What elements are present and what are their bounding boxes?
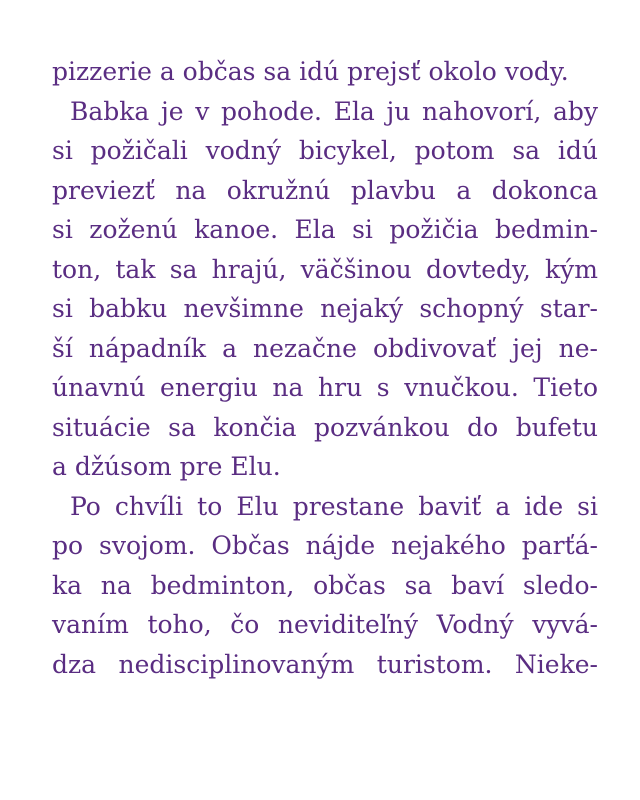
text-line: vaním toho, čo neviditeľný Vodný vyvá- — [52, 610, 598, 639]
text-line: a džúsom pre Elu. — [52, 452, 281, 481]
body-text — [52, 52, 598, 684]
text-line: Babka je v pohode. Ela ju nahovorí, aby — [70, 96, 598, 126]
text-line: ka na bedminton, občas sa baví sledo- — [52, 570, 598, 600]
text-line: situácie sa končia pozvánkou do bufetu — [52, 412, 598, 442]
text-line: si požičali vodný bicykel, potom sa idú — [52, 136, 598, 165]
text-line: Po chvíli to Elu prestane baviť a ide si — [70, 491, 598, 521]
text-line: si babku nevšimne nejaký schopný star- — [52, 294, 598, 323]
text-line: únavnú energiu na hru s vnučkou. Tieto — [52, 373, 598, 402]
text-line: dza nedisciplinovaným turistom. Nieke- — [52, 649, 598, 679]
text-line: ton, tak sa hrajú, väčšinou dovtedy, kým — [52, 254, 598, 284]
text-line: si zoženú kanoe. Ela si požičia bedmin- — [52, 215, 598, 244]
text-line: previezť na okružnú plavbu a dokonca — [52, 175, 598, 205]
text-line: po svojom. Občas nájde nejakého parťá- — [52, 531, 598, 560]
text-line: pizzerie a občas sa idú prejsť okolo vody. — [52, 57, 569, 86]
text-line: ší nápadník a nezačne obdivovať jej ne- — [52, 333, 598, 363]
